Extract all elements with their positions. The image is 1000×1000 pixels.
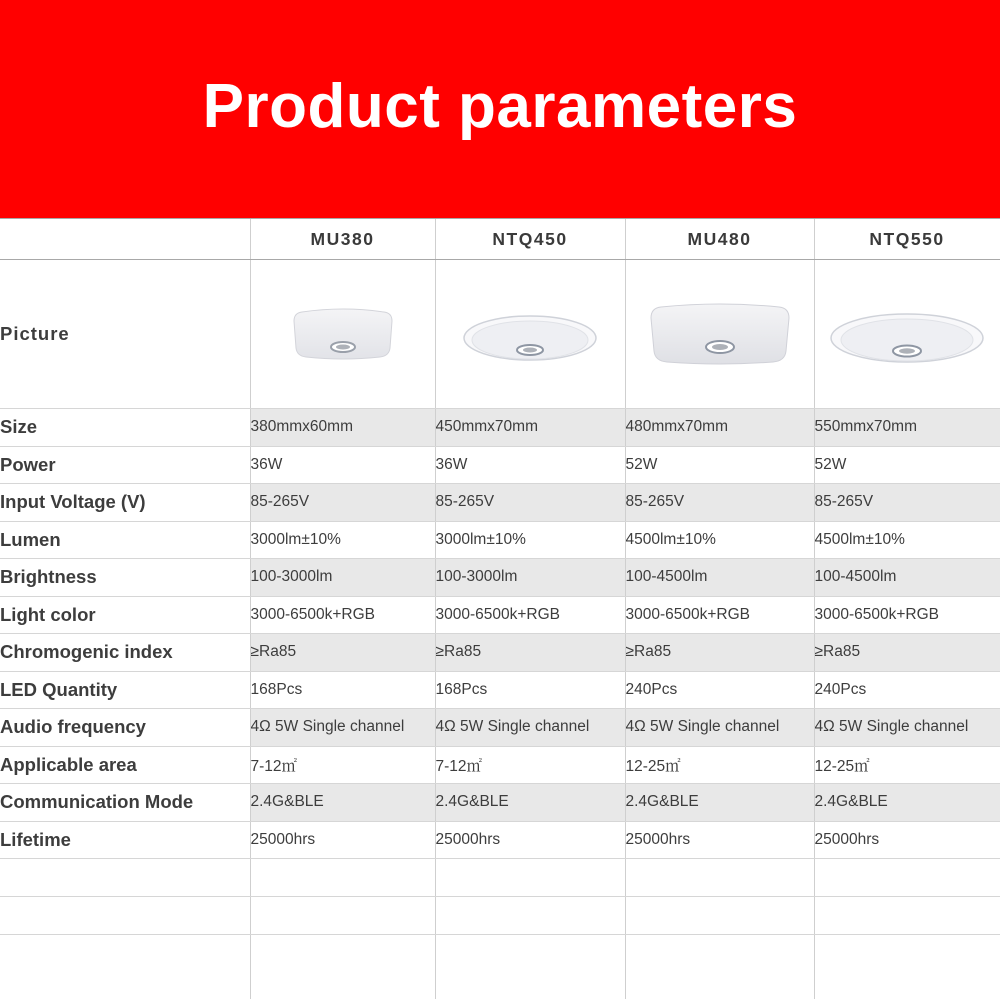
- value-cell: 2.4G&BLE: [625, 784, 814, 822]
- value-cell: 2.4G&BLE: [814, 784, 1000, 822]
- value-cell: 4Ω 5W Single channel: [814, 709, 1000, 747]
- value-cell: 4Ω 5W Single channel: [625, 709, 814, 747]
- value-cell: 2.4G&BLE: [435, 784, 625, 822]
- value-cell: 7-12㎡: [250, 746, 435, 784]
- value-cell: 168Pcs: [250, 671, 435, 709]
- value-cell: 36W: [435, 446, 625, 484]
- value-cell: 240Pcs: [814, 671, 1000, 709]
- value-cell: 3000lm±10%: [250, 521, 435, 559]
- model-header-ntq450: NTQ450: [435, 219, 625, 260]
- value-cell: 240Pcs: [625, 671, 814, 709]
- value-cell: 2.4G&BLE: [250, 784, 435, 822]
- picture-cell-ntq550: [814, 260, 1000, 409]
- row-label: Audio frequency: [0, 709, 250, 747]
- value-cell: 85-265V: [625, 484, 814, 522]
- table-row: [0, 596, 1000, 634]
- table-row: [0, 784, 1000, 822]
- value-cell: 12-25㎡: [625, 746, 814, 784]
- value-cell: 85-265V: [435, 484, 625, 522]
- value-cell: 12-25㎡: [814, 746, 1000, 784]
- value-cell: 36W: [250, 446, 435, 484]
- square-lamp-icon: [288, 304, 398, 364]
- row-label: Chromogenic index: [0, 634, 250, 672]
- header-corner-cell: [0, 219, 250, 260]
- value-cell: 480mmx70mm: [625, 409, 814, 447]
- table-header-row: [0, 219, 1000, 260]
- parameters-table: [0, 218, 1000, 999]
- value-cell: 4500lm±10%: [625, 521, 814, 559]
- value-cell: 3000-6500k+RGB: [250, 596, 435, 634]
- value-cell: ≥Ra85: [814, 634, 1000, 672]
- table-row: [0, 821, 1000, 859]
- table-row: [0, 409, 1000, 447]
- value-cell: 4500lm±10%: [814, 521, 1000, 559]
- value-cell: 3000-6500k+RGB: [625, 596, 814, 634]
- value-cell: 85-265V: [250, 484, 435, 522]
- value-cell: 4Ω 5W Single channel: [250, 709, 435, 747]
- value-cell: 100-4500lm: [625, 559, 814, 597]
- value-cell: ≥Ra85: [625, 634, 814, 672]
- value-cell: 100-3000lm: [250, 559, 435, 597]
- value-cell: 25000hrs: [435, 821, 625, 859]
- row-label: Size: [0, 409, 250, 447]
- round-lamp-icon: [460, 304, 600, 364]
- value-cell: 168Pcs: [435, 671, 625, 709]
- model-header-mu380: MU380: [250, 219, 435, 260]
- value-cell: 100-4500lm: [814, 559, 1000, 597]
- table-row: [0, 559, 1000, 597]
- model-header-mu480: MU480: [625, 219, 814, 260]
- table-row: [0, 484, 1000, 522]
- value-cell: 25000hrs: [250, 821, 435, 859]
- blank-row: [0, 897, 1000, 935]
- round-lamp-icon: [827, 302, 987, 366]
- row-label: Communication Mode: [0, 784, 250, 822]
- value-cell: 550mmx70mm: [814, 409, 1000, 447]
- row-label: Lifetime: [0, 821, 250, 859]
- table-row: [0, 634, 1000, 672]
- row-label: Brightness: [0, 559, 250, 597]
- row-label: Power: [0, 446, 250, 484]
- blank-row: [0, 859, 1000, 897]
- row-label: Light color: [0, 596, 250, 634]
- value-cell: 450mmx70mm: [435, 409, 625, 447]
- value-cell: 100-3000lm: [435, 559, 625, 597]
- value-cell: 25000hrs: [814, 821, 1000, 859]
- value-cell: 52W: [814, 446, 1000, 484]
- value-cell: 4Ω 5W Single channel: [435, 709, 625, 747]
- value-cell: 380mmx60mm: [250, 409, 435, 447]
- blank-row: [0, 935, 1000, 1000]
- picture-cell-ntq450: [435, 260, 625, 409]
- parameter-rows: [0, 409, 1000, 859]
- value-cell: 52W: [625, 446, 814, 484]
- picture-cell-mu480: [625, 260, 814, 409]
- table-row: [0, 521, 1000, 559]
- value-cell: 7-12㎡: [435, 746, 625, 784]
- table-row: [0, 671, 1000, 709]
- value-cell: 25000hrs: [625, 821, 814, 859]
- table-row: [0, 746, 1000, 784]
- page-title: Product parameters: [202, 71, 798, 141]
- value-cell: 3000lm±10%: [435, 521, 625, 559]
- row-label: Input Voltage (V): [0, 484, 250, 522]
- picture-row: [0, 260, 1000, 409]
- row-label: Applicable area: [0, 746, 250, 784]
- table-row: [0, 446, 1000, 484]
- value-cell: 3000-6500k+RGB: [814, 596, 1000, 634]
- row-label: Lumen: [0, 521, 250, 559]
- picture-label: Picture: [0, 260, 250, 409]
- value-cell: 85-265V: [814, 484, 1000, 522]
- table-row: [0, 709, 1000, 747]
- model-header-ntq550: NTQ550: [814, 219, 1000, 260]
- value-cell: ≥Ra85: [250, 634, 435, 672]
- value-cell: ≥Ra85: [435, 634, 625, 672]
- row-label: LED Quantity: [0, 671, 250, 709]
- picture-cell-mu380: [250, 260, 435, 409]
- value-cell: 3000-6500k+RGB: [435, 596, 625, 634]
- square-lamp-icon: [645, 299, 795, 369]
- header-banner: [0, 0, 1000, 218]
